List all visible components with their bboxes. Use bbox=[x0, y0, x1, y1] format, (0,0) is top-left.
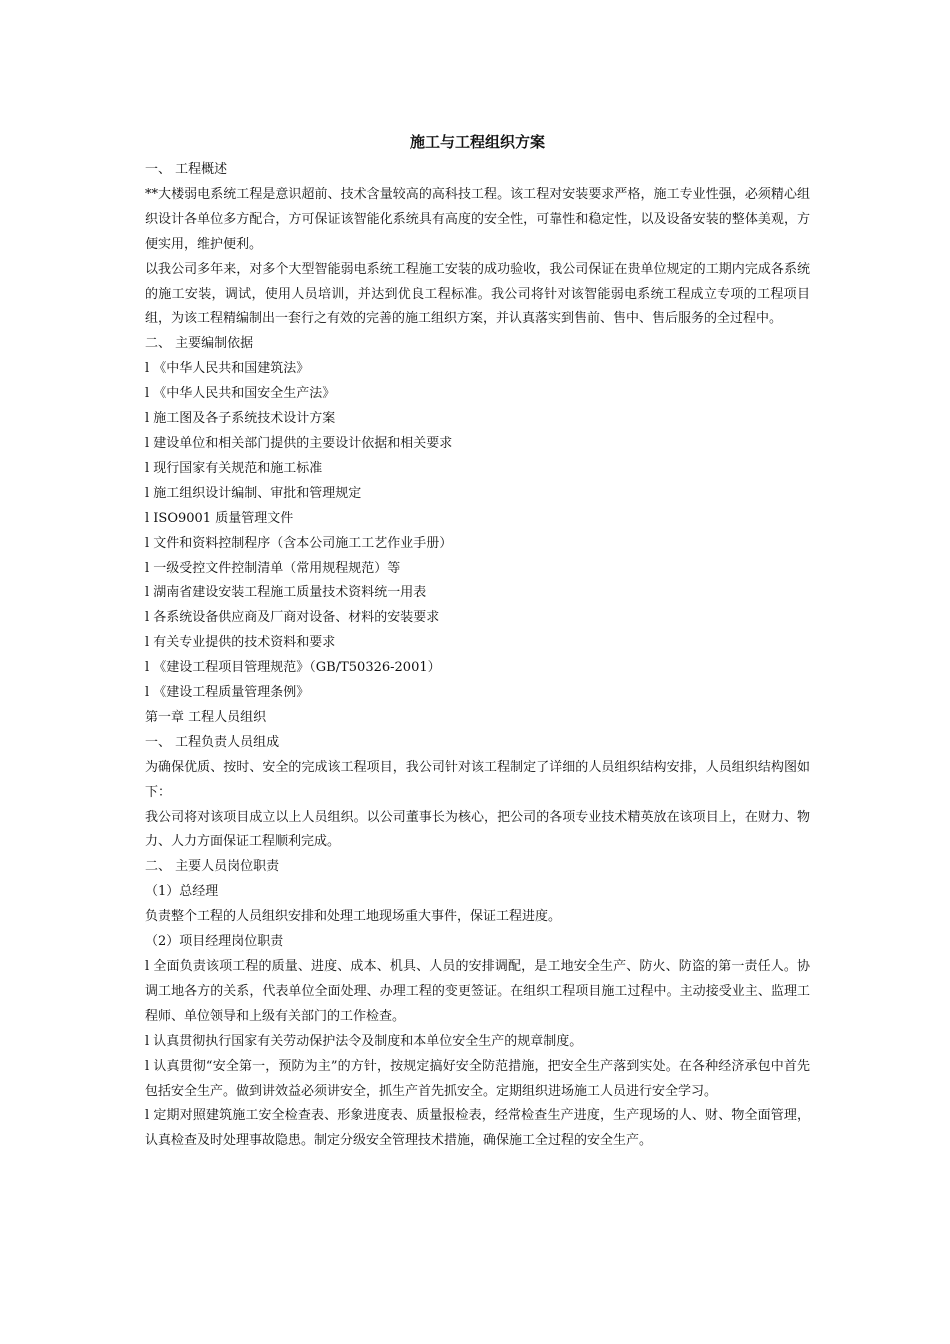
list-item: l 认真贯彻“安全第一，预防为主”的方针，按规定搞好安全防范措施，把安全生产落到实处。在各种经济承包中首先包括安全生产。做到讲效益必须讲安全，抓生产首先抓安全。定期组织进场施工人员进行安全学习。 bbox=[145, 1058, 810, 1099]
list-item: l 《建设工程质量管理条例》 bbox=[145, 685, 310, 701]
section-heading: 一、 工程概述 bbox=[145, 162, 228, 177]
chapter-heading: 第一章 工程人员组织 bbox=[145, 709, 267, 725]
list-item: l 有关专业提供的技术资料和要求 bbox=[145, 635, 336, 651]
list-item: l 《建设工程项目管理规范》（GB/T50326-2001） bbox=[145, 660, 441, 676]
section-heading: 一、 工程负责人员组成 bbox=[145, 734, 280, 750]
list-item: l 《中华人民共和国建筑法》 bbox=[145, 361, 310, 377]
body-paragraph: 我公司将对该项目成立以上人员组织。以公司董事长为核心，把公司的各项专业技术精英放在该项目上，在财力、物力、人力方面保证工程顺利完成。 bbox=[145, 809, 810, 850]
list-item: l 现行国家有关规范和施工标准 bbox=[145, 460, 323, 476]
document-title: 施工与工程组织方案 bbox=[409, 133, 545, 151]
body-paragraph: 负责整个工程的人员组织安排和处理工地现场重大事件，保证工程进度。 bbox=[145, 909, 562, 925]
list-item: l 定期对照建筑施工安全检查表、形象进度表、质量报检表，经常检查生产进度，生产现场的人、财、物全面管理，认真检查及时处理事故隐患。制定分级安全管理技术措施，确保施工全过程的安全生产。 bbox=[145, 1108, 810, 1149]
list-item: l 各系统设备供应商及厂商对设备、材料的安装要求 bbox=[145, 610, 440, 626]
body-paragraph: 为确保优质、按时、安全的完成该工程项目，我公司针对该工程制定了详细的人员组织结构安排，人员组织结构图如下： bbox=[145, 759, 810, 800]
list-item: l 施工组织设计编制、审批和管理规定 bbox=[145, 485, 362, 501]
subsection-heading: （2）项目经理岗位职责 bbox=[145, 934, 284, 950]
section-heading: 二、 主要编制依据 bbox=[145, 336, 254, 352]
list-item: l 一级受控文件控制清单（常用规程规范）等 bbox=[145, 560, 401, 576]
list-item: l 湖南省建设安装工程施工质量技术资料统一用表 bbox=[145, 585, 427, 601]
list-item: l ISO9001 质量管理文件 bbox=[145, 510, 294, 526]
list-item: l 全面负责该项工程的质量、进度、成本、机具、人员的安排调配，是工地安全生产、防火、防盗的第一责任人。协调工地各方的关系，代表单位全面处理、办理工程的变更签证。在组织工程项目施工过程中。主动接受业主、监理工程师、单位领导和上级有关部门的工作检查。 bbox=[145, 959, 810, 1024]
list-item: l 建设单位和相关部门提供的主要设计依据和相关要求 bbox=[145, 435, 453, 451]
list-item: l 认真贯彻执行国家有关劳动保护法令及制度和本单位安全生产的规章制度。 bbox=[145, 1033, 583, 1049]
subsection-heading: （1）总经理 bbox=[145, 884, 219, 900]
body-paragraph: 以我公司多年来，对多个大型智能弱电系统工程施工安装的成功验收，我公司保证在贵单位规定的工期内完成各系统的施工安装，调试，使用人员培训，并达到优良工程标准。我公司将针对该智能弱电系统工程成立专项的工程项目组，为该工程精编制出一套行之有效的完善的施工组织方案，并认真落实到售前、售中、售后服务的全过程中。 bbox=[145, 261, 810, 327]
list-item: l 文件和资料控制程序（含本公司施工工艺作业手册） bbox=[145, 535, 453, 551]
document-page bbox=[145, 130, 810, 1154]
list-item: l 施工图及各子系统技术设计方案 bbox=[145, 411, 336, 427]
body-paragraph: **大楼弱电系统工程是意识超前、技术含量较高的高科技工程。该工程对安装要求严格，施工专业性强，必须精心组织设计各单位多方配合，方可保证该智能化系统具有高度的安全性，可靠性和稳定性，以及设备安装的整体美观，方便实用，维护便利。 bbox=[145, 186, 810, 252]
section-heading: 二、 主要人员岗位职责 bbox=[145, 859, 280, 875]
list-item: l 《中华人民共和国安全生产法》 bbox=[145, 386, 336, 402]
